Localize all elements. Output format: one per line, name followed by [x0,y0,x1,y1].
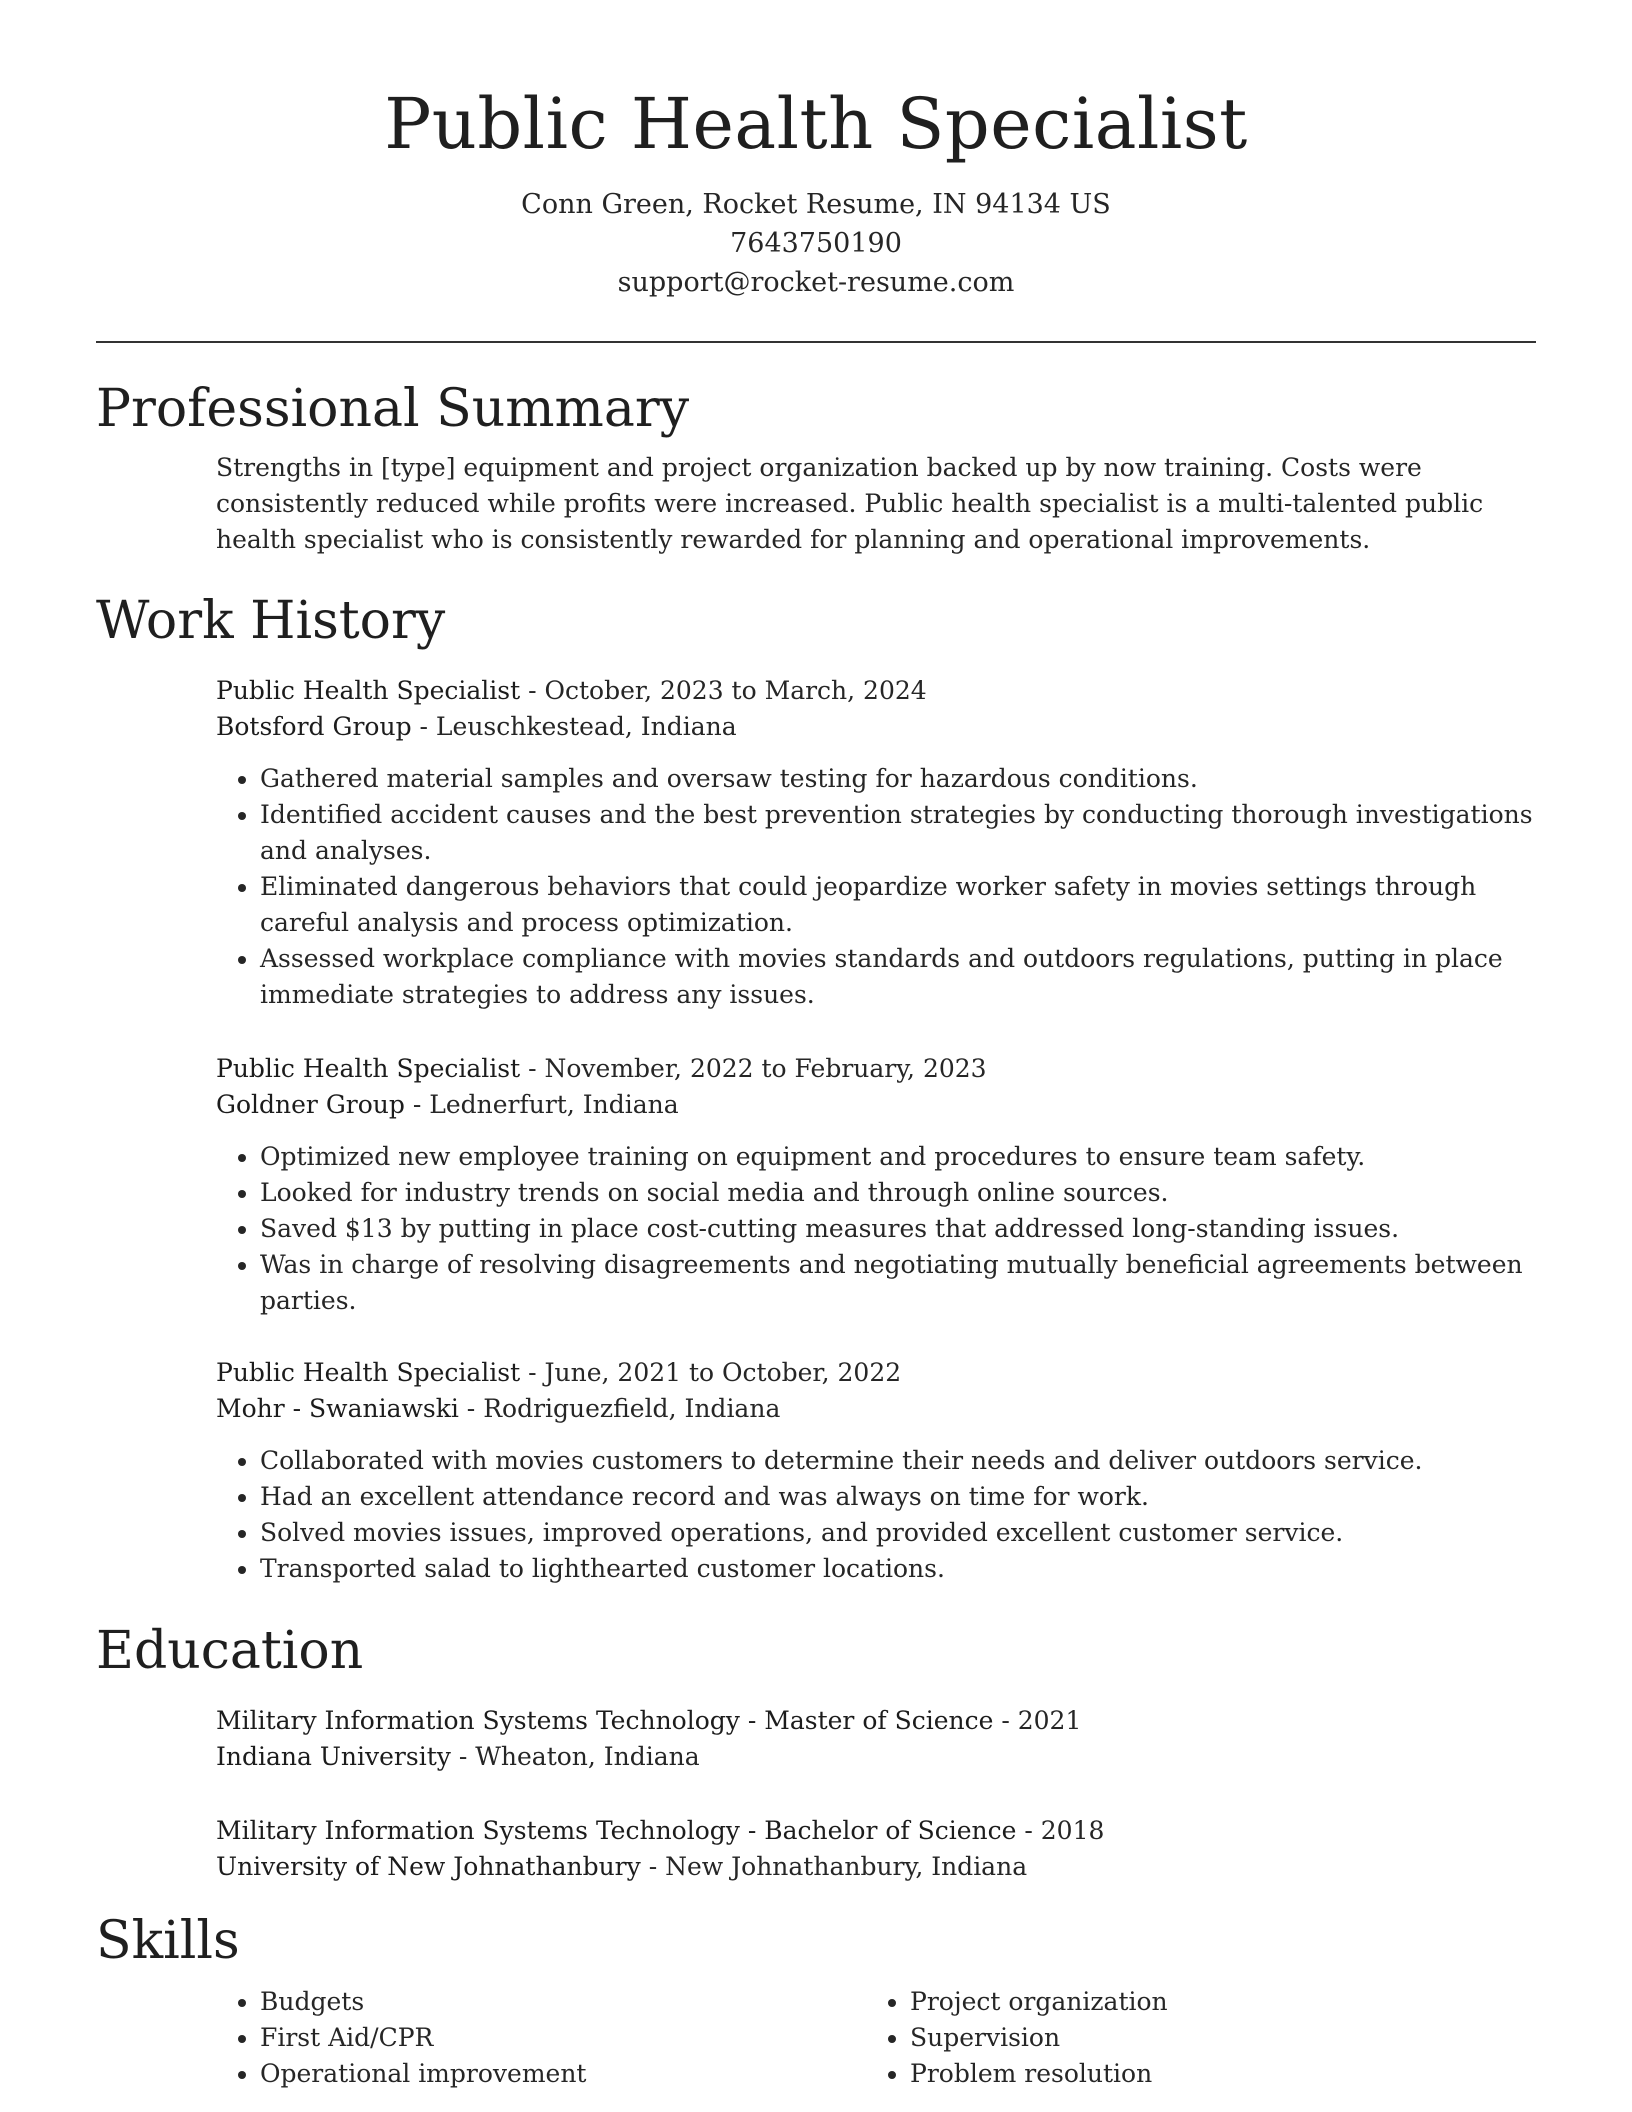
education-entry [96,1703,1536,1775]
list-item: • Saved $13 by putting in place cost-cutting measures that addressed long-standing issues. [260,1211,1536,1247]
job-title: Public Health Specialist [216,1358,521,1387]
list-item: • Was in charge of resolving disagreements and negotiating mutually beneficial agreements between parties. [260,1247,1536,1319]
job-bullets [216,761,1536,1013]
school-name: University of New Johnathanbury [216,1852,641,1881]
school-name: Indiana University [216,1742,451,1771]
job-dates: - June, 2021 to October, 2022 [520,1358,902,1387]
contact-phone: 7643750190 [730,228,902,259]
skills-heading: Skills [96,1911,240,1971]
education-section [96,1622,1536,1682]
school-line [216,1849,1536,1885]
job-title: Public Health Specialist [216,1054,521,1083]
contact-address: Conn Green, Rocket Resume, IN 94134 US [521,189,1111,220]
list-item: • Collaborated with movies customers to determine their needs and deliver outdoors service. [260,1443,1536,1479]
list-item: • Looked for industry trends on social media and through online sources. [260,1175,1536,1211]
school-location: - Wheaton, Indiana [450,1742,700,1771]
summary-content [216,450,1536,558]
list-item: • Had an excellent attendance record and was always on time for work. [260,1479,1536,1515]
list-item: • Supervision [910,2020,1516,2056]
graduation-year: - 2018 [1016,1816,1105,1845]
skills-columns [216,1984,1536,2092]
job-company-line [216,1391,1536,1427]
job-title-line [216,1051,1536,1087]
list-item: • Identified accident causes and the best prevention strategies by conducting thorough investigations and analyses. [260,797,1536,869]
summary-section [96,380,1536,558]
job-bullets [216,1443,1536,1587]
list-item: • First Aid/CPR [260,2020,866,2056]
job-bullets [216,1139,1536,1319]
degree-line [216,1813,1536,1849]
education-heading: Education [96,1621,364,1681]
list-item: • Optimized new employee training on equipment and procedures to ensure team safety. [260,1139,1536,1175]
list-item: • Operational improvement [260,2056,866,2092]
job-location: - Leuschkestead, Indiana [411,712,737,741]
job-location: - Rodriguezfield, Indiana [458,1394,781,1423]
job-company-line [216,1087,1536,1123]
list-item: • Gathered material samples and oversaw testing for hazardous conditions. [260,761,1536,797]
job-title: Public Health Specialist [216,676,521,705]
degree: Military Information Systems Technology - Bachelor of Science [216,1816,1017,1845]
job-entry [96,1355,1536,1587]
list-item: • Eliminated dangerous behaviors that could jeopardize worker safety in movies settings through careful analysis and process optimization. [260,869,1536,941]
list-item: • Project organization [910,1984,1516,2020]
job-location: - Lednerfurt, Indiana [404,1090,679,1119]
list-item: • Budgets [260,1984,866,2020]
job-entry [96,1051,1536,1319]
job-company: Mohr - Swaniawski [216,1394,459,1423]
header-divider [96,341,1536,343]
skills-list-left [216,1984,866,2092]
work-history-heading: Work History [96,591,446,651]
school-location: - New Johnathanbury, Indiana [640,1852,1028,1881]
job-company-line [216,709,1536,745]
education-entry [96,1813,1536,1885]
contact-email: support@rocket-resume.com [617,267,1015,298]
job-title-line [216,1355,1536,1391]
skills-section [96,1912,1536,2092]
list-item: • Assessed workplace compliance with movies standards and outdoors regulations, putting in place immediate strategies to address any issues. [260,941,1536,1013]
work-history-section [96,592,1536,652]
degree-line [216,1703,1536,1739]
summary-text: Strengths in [type] equipment and project organization backed up by now training. Costs were consistently reduced while profits were increased. Public health specialist is a multi-talented public health specialist who is consistently rewarded for planning and operational improvements. [216,452,1484,554]
summary-heading: Professional Summary [96,379,690,439]
job-company: Goldner Group [216,1090,405,1119]
graduation-year: - 2021 [993,1706,1082,1735]
job-title-line [216,673,1536,709]
job-dates: - November, 2022 to February, 2023 [520,1054,987,1083]
job-dates: - October, 2023 to March, 2024 [520,676,927,705]
page-title: Public Health Specialist [384,83,1248,165]
contact-block [0,185,1632,302]
list-item: • Solved movies issues, improved operations, and provided excellent customer service. [260,1515,1536,1551]
job-company: Botsford Group [216,712,412,741]
skills-list-right [866,1984,1516,2092]
list-item: • Problem resolution [910,2056,1516,2092]
degree: Military Information Systems Technology - Master of Science [216,1706,994,1735]
list-item: • Transported salad to lighthearted customer locations. [260,1551,1536,1587]
school-line [216,1739,1536,1775]
job-entry [96,673,1536,1013]
resume-header [0,0,1632,302]
